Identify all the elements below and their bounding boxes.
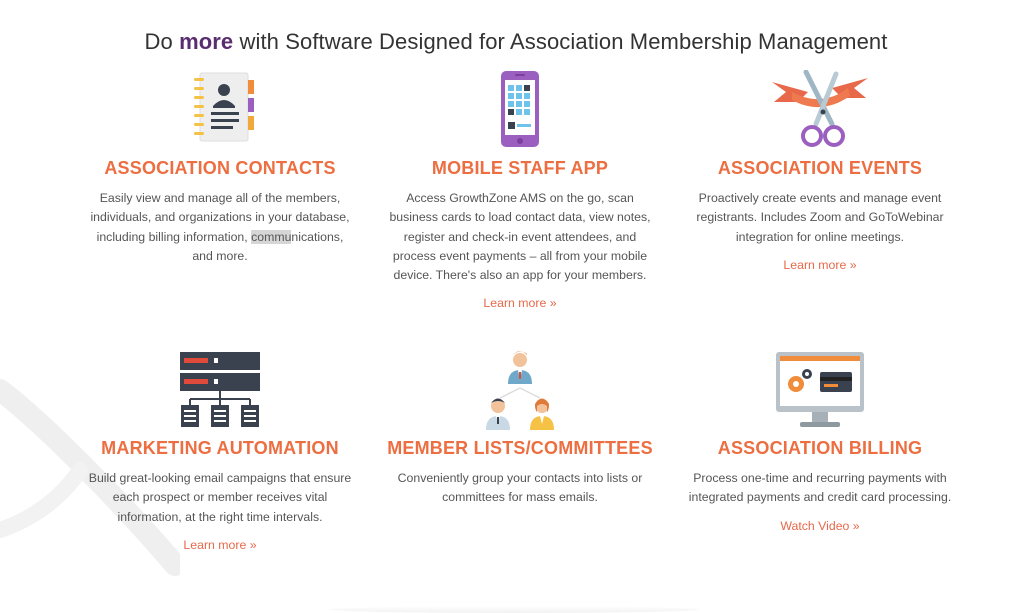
headline-prefix: Do xyxy=(144,28,180,54)
server-hierarchy-icon xyxy=(170,350,270,432)
learn-more-link[interactable]: Learn more » xyxy=(783,257,857,272)
feature-title: MEMBER LISTS/COMMITTEES xyxy=(387,438,653,458)
page-headline xyxy=(0,29,1032,55)
feature-description: Process one-time and recurring payments with integrated payments and credit card processing. xyxy=(688,471,952,505)
contact-book-icon xyxy=(170,70,270,152)
headline-suffix: with Software Designed for Association Membership Management xyxy=(233,28,888,54)
monitor-billing-icon xyxy=(770,350,870,432)
feature-description: Conveniently group your contacts into lists or committees for mass emails. xyxy=(397,471,643,505)
learn-more-link[interactable]: Learn more » xyxy=(183,537,257,552)
ribbon-scissors-icon xyxy=(770,70,870,152)
feature-description: Build great-looking email campaigns that ensure each prospect or member receives vital information, at the right time intervals. xyxy=(88,471,352,524)
section-bottom-shadow xyxy=(330,606,700,613)
feature-marketing-automation xyxy=(70,350,370,554)
feature-association-billing xyxy=(670,350,970,535)
smartphone-icon xyxy=(470,70,570,152)
learn-more-link[interactable]: Learn more » xyxy=(483,296,557,311)
description-text: Easily view and manage all of the members, individuals, and organizations in your database, including billing information, xyxy=(90,191,350,244)
people-group-icon xyxy=(470,350,570,432)
feature-mobile-staff-app xyxy=(370,70,670,312)
feature-association-contacts xyxy=(70,70,370,266)
selected-text-highlight: commu xyxy=(251,229,292,244)
watch-video-link[interactable]: Watch Video » xyxy=(780,518,860,533)
feature-title: MARKETING AUTOMATION xyxy=(101,438,339,458)
feature-title: MOBILE STAFF APP xyxy=(431,158,609,178)
feature-member-lists-committees xyxy=(370,350,670,508)
feature-description: Proactively create events and manage event registrants. Includes Zoom and GoToWebinar integration for online meetings. xyxy=(696,191,944,244)
feature-title: ASSOCIATION CONTACTS xyxy=(104,158,336,178)
feature-title: ASSOCIATION BILLING xyxy=(717,438,923,458)
feature-description xyxy=(86,189,354,266)
feature-description: Access GrowthZone AMS on the go, scan business cards to load contact data, view notes, register and check-in event attendees, and process event payments – all from your mobile device. There's also an app for your members. xyxy=(389,191,651,283)
feature-association-events xyxy=(670,70,970,274)
headline-emphasis: more xyxy=(179,28,234,54)
description-text: nications, and more. xyxy=(192,229,344,263)
feature-title: ASSOCIATION EVENTS xyxy=(717,158,923,178)
